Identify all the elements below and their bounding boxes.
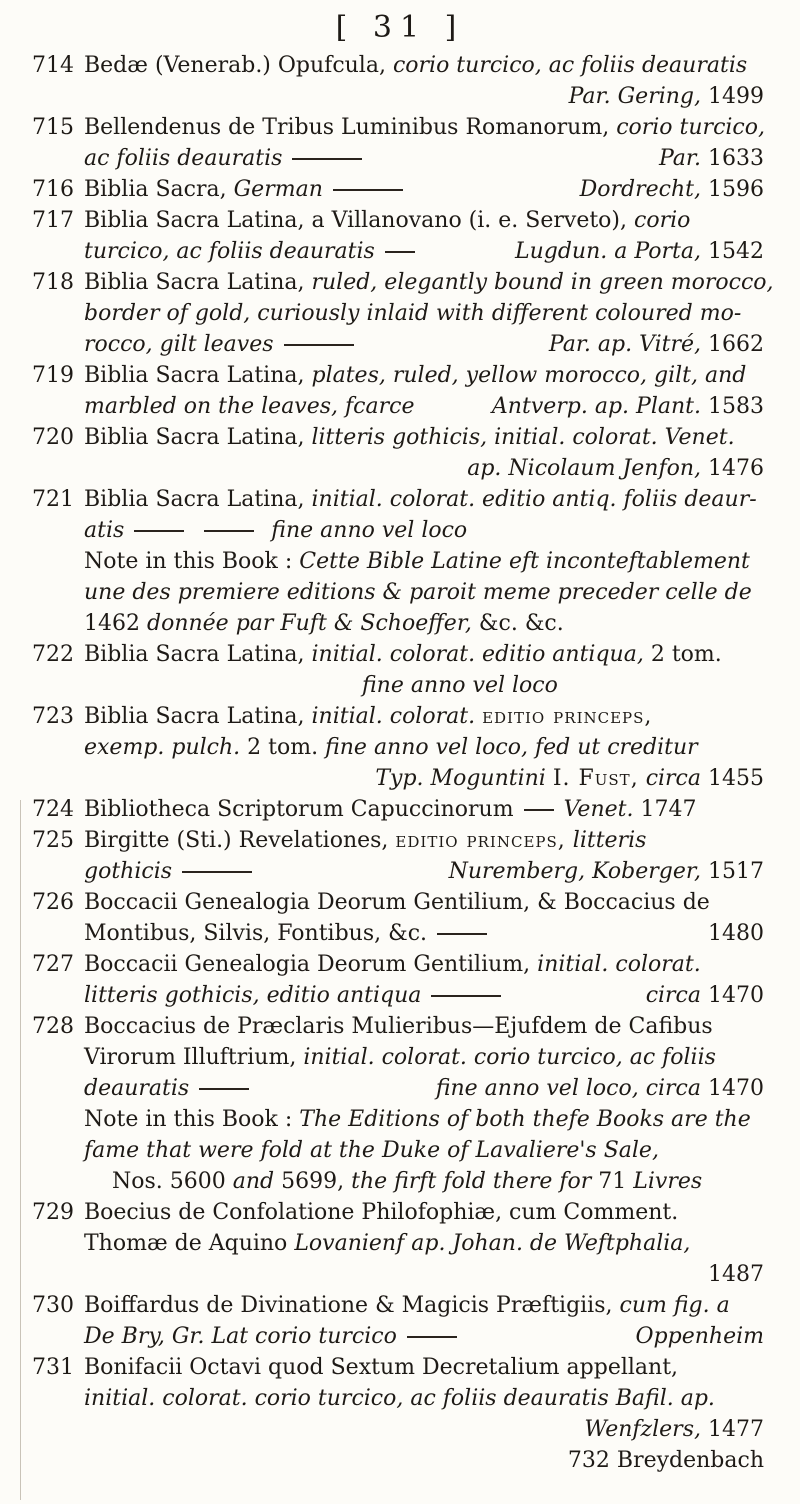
- leader-dash: [385, 251, 415, 253]
- entry-number: 718: [32, 270, 74, 295]
- entry-722: 722 Biblia Sacra Latina, initial. colorat. editio antiqua, 2 tom. fine anno vel loco: [32, 639, 772, 701]
- leader-dash: [437, 933, 487, 935]
- entry-number: 715: [32, 115, 74, 140]
- entry-731: 731 Bonifacii Octavi quod Sextum Decretalium appellant, initial. colorat. corio turcico, ac foliis deauratis Bafil. ap. Wenfzlers, 1477: [32, 1352, 772, 1445]
- leader-dash: [182, 871, 252, 873]
- leader-dash: [292, 158, 362, 160]
- entry-number: 727: [32, 952, 74, 977]
- entry-716: 716 Biblia Sacra, German Dordrecht, 1596: [32, 174, 772, 205]
- leader-dash: [431, 995, 501, 997]
- entry-number: 725: [32, 828, 74, 853]
- entry-number: 723: [32, 704, 74, 729]
- entry-number: 721: [32, 487, 74, 512]
- leader-dash: [524, 809, 554, 811]
- catchword: 732 Breydenbach: [567, 1448, 764, 1473]
- entry-number: 729: [32, 1200, 74, 1225]
- entry-719: 719 Biblia Sacra Latina, plates, ruled, yellow morocco, gilt, and marbled on the leaves, fcarce Antverp. ap. Plant. 1583: [32, 360, 772, 422]
- entry-728: 728 Boccacius de Præclaris Mulieribus—Ejufdem de Cafibus Virorum Illuftrium, initial. colorat. corio turcico, ac foliis deauratis fine anno vel loco, circa 1470 Note in this Book : The Editions of both thefe Books are the fame that were fold at the Duke of Lavaliere's Sale, Nos. 5600 and 5699, the firft fold there for 71 Livres: [32, 1011, 772, 1197]
- entry-725: 725 Birgitte (Sti.) Revelationes, editio princeps, litteris gothicis Nuremberg, Koberger, 1517: [32, 825, 772, 887]
- entry-715: 715 Bellendenus de Tribus Luminibus Romanorum, corio turcico, ac foliis deauratis Par. 1633: [32, 112, 772, 174]
- entry-number: 726: [32, 890, 74, 915]
- entry-723: 723 Biblia Sacra Latina, initial. colorat. editio princeps, exemp. pulch. 2 tom. fine anno vel loco, fed ut creditur Typ. Moguntini I. Fust, circa 1455: [32, 701, 772, 794]
- leader-dash: [134, 530, 184, 532]
- entry-726: 726 Boccacii Genealogia Deorum Gentilium, & Boccacius de Montibus, Silvis, Fontibus, &c. 1480: [32, 887, 772, 949]
- entry-729: 729 Boecius de Confolatione Philofophiæ, cum Comment. Thomæ de Aquino Lovanienf ap. Johan. de Weftphalia, 1487: [32, 1197, 772, 1290]
- entry-number: 717: [32, 208, 74, 233]
- entry-number: 716: [32, 177, 74, 202]
- entry-number: 728: [32, 1014, 74, 1039]
- entry-718: 718 Biblia Sacra Latina, ruled, elegantly bound in green morocco, border of gold, curiously inlaid with different coloured mo- rocco, gilt leaves Par. ap. Vitré, 1662: [32, 267, 772, 360]
- entry-number: 714: [32, 53, 74, 78]
- leader-dash: [204, 530, 254, 532]
- leader-dash: [407, 1336, 457, 1338]
- entry-724: 724 Bibliotheca Scriptorum Capuccinorum Venet. 1747: [32, 794, 772, 825]
- leader-dash: [333, 189, 403, 191]
- entry-number: 722: [32, 642, 74, 667]
- leader-dash: [284, 344, 354, 346]
- binding-edge: [20, 800, 21, 1500]
- entry-number: 720: [32, 425, 74, 450]
- entry-number: 731: [32, 1355, 74, 1380]
- entry-number: 724: [32, 797, 74, 822]
- entry-721: 721 Biblia Sacra Latina, initial. colorat. editio antiq. foliis deaur- atis fine anno vel loco Note in this Book : Cette Bible Latine eft inconteftablement une des premiere editions & paroit meme preceder celle de 1462 donnée par Fuft & Schoeffer, &c. &c.: [32, 484, 772, 639]
- entry-number: 730: [32, 1293, 74, 1318]
- entry-number: 719: [32, 363, 74, 388]
- entry-714: 714 Bedæ (Venerab.) Opufcula, corio turcico, ac foliis deauratis Par. Gering, 1499: [32, 50, 772, 112]
- entry-730: 730 Boiffardus de Divinatione & Magicis Præftigiis, cum fig. a De Bry, Gr. Lat corio turcico Oppenheim: [32, 1290, 772, 1352]
- entry-717: 717 Biblia Sacra Latina, a Villanovano (i. e. Serveto), corio turcico, ac foliis deauratis Lugdun. a Porta, 1542: [32, 205, 772, 267]
- page-number: [ 31 ]: [335, 10, 465, 45]
- entry-727: 727 Boccacii Genealogia Deorum Gentilium, initial. colorat. litteris gothicis, editio antiqua circa 1470: [32, 949, 772, 1011]
- entry-720: 720 Biblia Sacra Latina, litteris gothicis, initial. colorat. Venet. ap. Nicolaum Jenfon, 1476: [32, 422, 772, 484]
- leader-dash: [199, 1088, 249, 1090]
